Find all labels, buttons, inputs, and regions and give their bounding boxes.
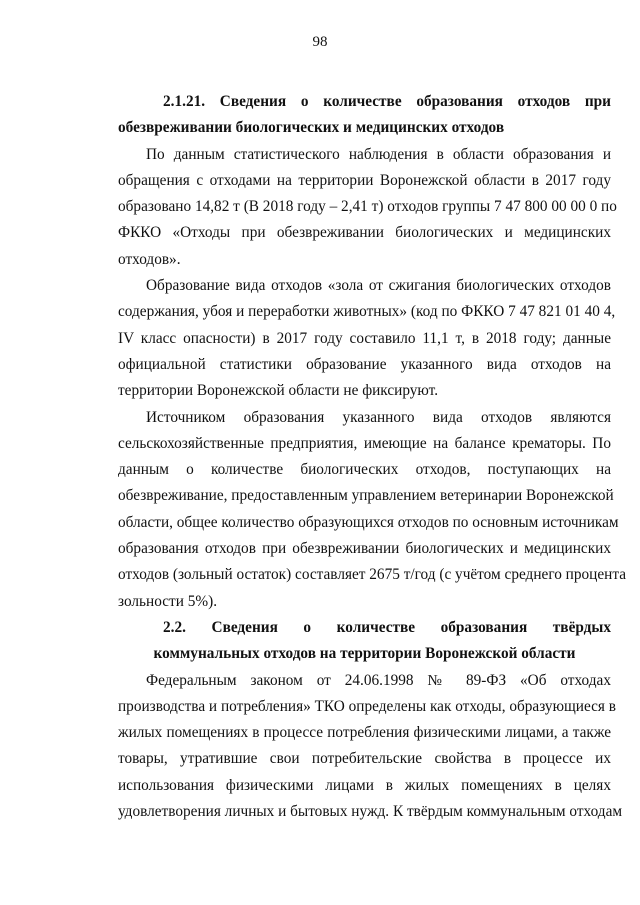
text-line: Источником образования указанного вида отходов являются bbox=[146, 408, 611, 426]
document-body bbox=[118, 89, 626, 825]
text-line: отходов». bbox=[118, 250, 181, 268]
text-line: территории Воронежской области не фиксируют. bbox=[118, 382, 439, 400]
text-line: ФККО «Отходы при обезвреживании биологических и медицинских bbox=[118, 224, 611, 242]
section-heading-2-1-21 bbox=[118, 89, 611, 142]
heading-line: коммунальных отходов на территории Воронежской области bbox=[153, 645, 576, 663]
paragraph bbox=[118, 668, 623, 826]
text-line: Образование вида отходов «зола от сжигания биологических отходов bbox=[146, 277, 611, 295]
text-line: образования отходов при обезвреживании биологических и медицинских bbox=[118, 540, 611, 558]
text-line: удовлетворения личных и бытовых нужд. К твёрдым коммунальным отходам bbox=[118, 803, 623, 821]
text-line: образовано 14,82 т (В 2018 году – 2,41 т) отходов группы 7 47 800 00 00 0 по bbox=[118, 198, 617, 216]
text-line: По данным статистического наблюдения в области образования и bbox=[146, 145, 611, 163]
text-line: зольности 5%). bbox=[118, 592, 218, 610]
text-line: производства и потребления» ТКО определены как отходы, образующиеся в bbox=[118, 697, 617, 715]
text-line: IV класс опасности) в 2017 году составило 11,1 т, в 2018 году; данные bbox=[118, 329, 611, 347]
text-line: обезвреживание, предоставленным управлением ветеринарии Воронежской bbox=[118, 487, 614, 505]
text-line: сельскохозяйственные предприятия, имеющие на балансе крематоры. По bbox=[118, 434, 611, 452]
text-line: обращения с отходами на территории Воронежской области в 2017 году bbox=[118, 171, 611, 189]
paragraph bbox=[118, 142, 617, 273]
text-line: содержания, убоя и переработки животных» (код по ФККО 7 47 821 01 40 4, bbox=[118, 303, 616, 321]
heading-line: 2.1.21. Сведения о количестве образования отходов при bbox=[163, 93, 611, 110]
heading-line: обезвреживании биологических и медицинских отходов bbox=[118, 119, 505, 137]
text-line: отходов (зольный остаток) составляет 2675 т/год (с учётом среднего процента bbox=[118, 566, 626, 584]
text-line: данным о количестве биологических отходов, поступающих на bbox=[118, 461, 611, 479]
text-line: области, общее количество образующихся отходов по основным источникам bbox=[118, 513, 619, 531]
paragraph bbox=[118, 273, 616, 404]
text-line: товары, утратившие свои потребительские свойства в процессе их bbox=[118, 750, 611, 768]
page-number: 98 bbox=[312, 34, 328, 50]
text-line: жилых помещениях в процессе потребления физическими лицами, а также bbox=[118, 724, 611, 742]
text-line: официальной статистики образование указанного вида отходов на bbox=[118, 355, 611, 373]
text-line: Федеральным законом от 24.06.1998 № 89-ФЗ «Об отходах bbox=[146, 671, 611, 689]
heading-line: 2.2. Сведения о количестве образования твёрдых bbox=[163, 618, 611, 636]
section-heading-2-2 bbox=[118, 615, 611, 668]
text-line: использования физическими лицами в жилых помещениях в целях bbox=[118, 776, 611, 794]
paragraph bbox=[118, 405, 626, 615]
